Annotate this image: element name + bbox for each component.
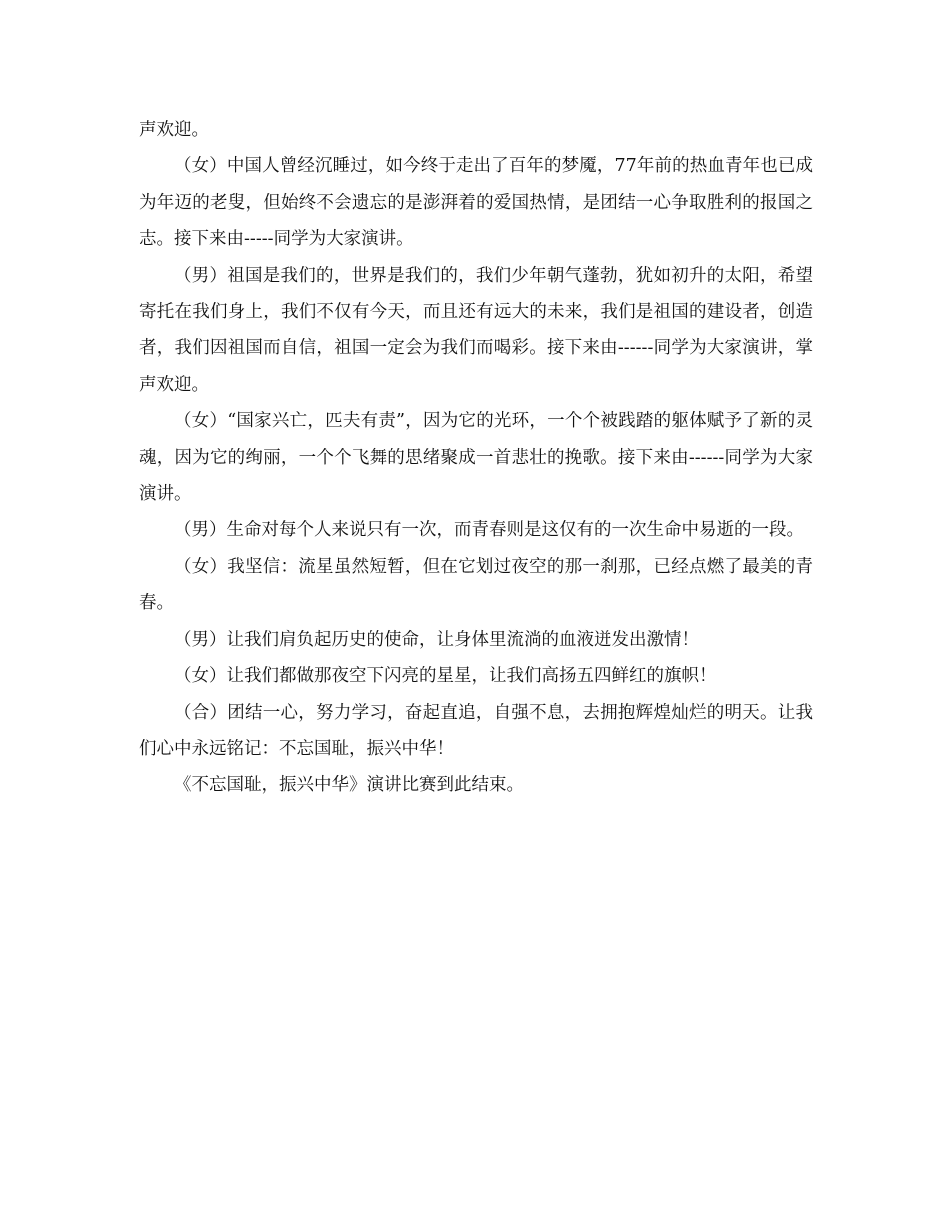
paragraph-female-3: （女）我坚信：流星虽然短暂，但在它划过夜空的那一刹那，已经点燃了最美的青春。 bbox=[139, 556, 813, 614]
paragraph-male-1: （男）祖国是我们的，世界是我们的，我们少年朝气蓬勃，犹如初升的太阳，希望寄托在我们身上，我们不仅有今天，而且还有远大的未来，我们是祖国的建设者，创造者，我们因祖国而自信，祖国一定会为我们而喝彩。接下来由------同学为大家演讲，掌声欢迎。 bbox=[139, 265, 813, 395]
paragraph-together: （合）团结一心，努力学习，奋起直追，自强不息，去拥抱辉煌灿烂的明天。让我们心中永远铭记：不忘国耻，振兴中华！ bbox=[139, 702, 813, 759]
paragraph-closing: 《不忘国耻，振兴中华》演讲比赛到此结束。 bbox=[174, 775, 524, 796]
paragraph-female-4: （女）让我们都做那夜空下闪亮的星星，让我们高扬五四鲜红的旗帜！ bbox=[174, 666, 717, 687]
paragraph-continuation: 声欢迎。 bbox=[139, 120, 209, 140]
paragraph-female-1: （女）中国人曾经沉睡过，如今终于走出了百年的梦魇，77年前的热血青年也已成为年迈的老叟，但始终不会遗忘的是澎湃着的爱国热情，是团结一心争取胜利的报国之志。接下来由-----同学为大家演讲。 bbox=[139, 156, 813, 250]
paragraph-male-3: （男）让我们肩负起历史的使命，让身体里流淌的血液迸发出激情！ bbox=[174, 629, 699, 650]
paragraph-male-2: （男）生命对每个人来说只有一次，而青春则是这仅有的一次生命中易逝的一段。 bbox=[174, 520, 804, 541]
document-body bbox=[139, 112, 813, 804]
paragraph-female-2: （女）“国家兴亡，匹夫有责”，因为它的光环，一个个被践踏的躯体赋予了新的灵魂，因为它的绚丽，一个个飞舞的思绪聚成一首悲壮的挽歌。接下来由------同学为大家演讲。 bbox=[139, 411, 813, 505]
